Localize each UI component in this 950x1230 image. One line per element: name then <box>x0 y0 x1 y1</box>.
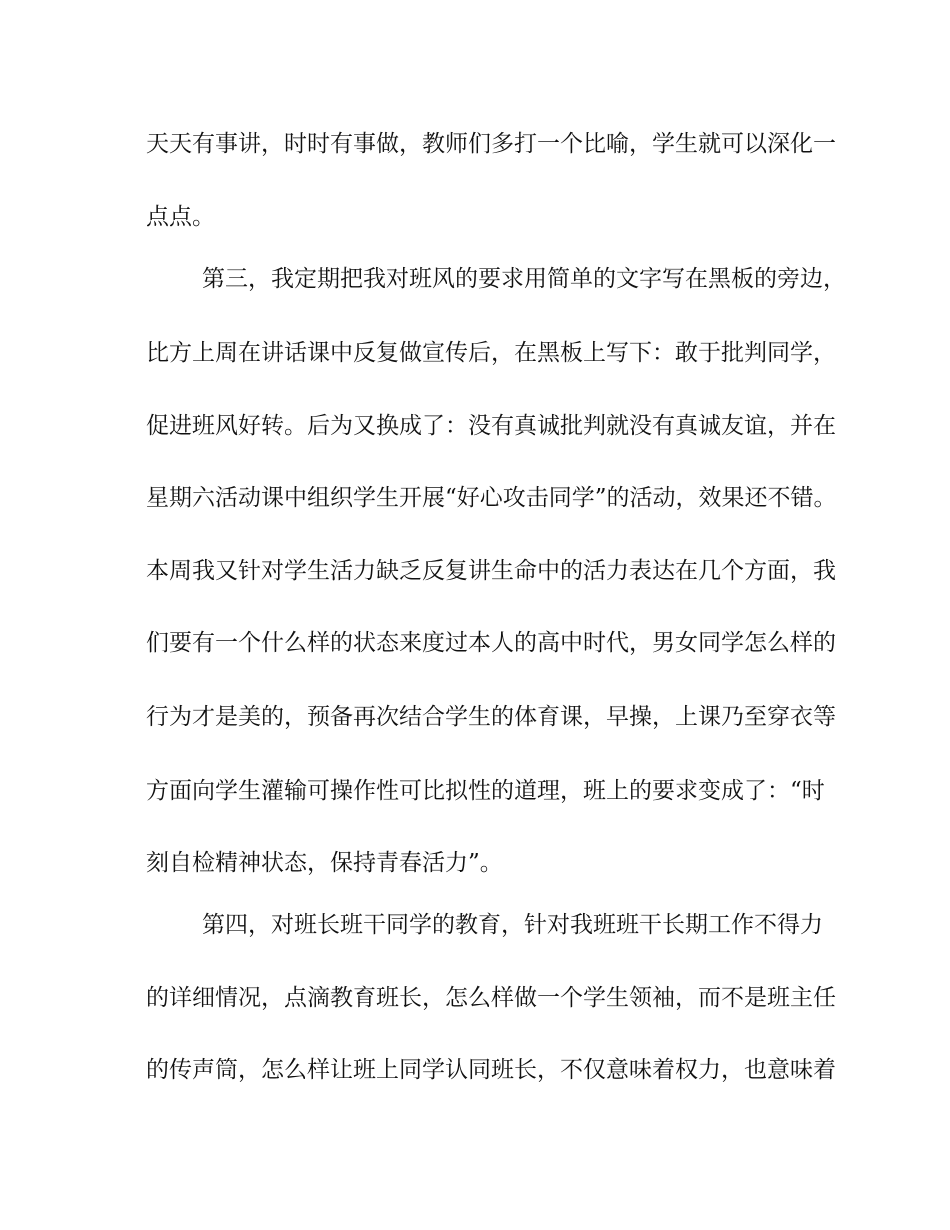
text-line-7: 本周我又针对学生活力缺乏反复讲生命中的活力表达在几个方面，我 <box>146 558 836 584</box>
text-line-10: 方面向学生灌输可操作性可比拟性的道理，班上的要求变成了：“时 <box>146 778 825 804</box>
text-line-6: 星期六活动课中组织学生开展“好心攻击同学”的活动，效果还不错。 <box>146 485 837 511</box>
text-line-14: 的传声筒，怎么样让班上同学认同班长，不仅意味着权力，也意味着 <box>146 1057 836 1083</box>
text-line-11: 刻自检精神状态，保持青春活力”。 <box>146 850 503 876</box>
text-line-8: 们要有一个什么样的状态来度过本人的高中时代，男女同学怎么样的 <box>146 630 836 656</box>
text-line-1: 天天有事讲，时时有事做，教师们多打一个比喻，学生就可以深化一 <box>146 131 836 157</box>
text-line-2: 点点。 <box>146 204 215 230</box>
paragraph-start-line-12: 第四，对班长班干同学的教育，针对我班班干长期工作不得力 <box>202 912 823 938</box>
text-line-13: 的详细情况，点滴教育班长，怎么样做一个学生领袖，而不是班主任 <box>146 985 836 1011</box>
paragraph-start-line-3: 第三，我定期把我对班风的要求用简单的文字写在黑板的旁边， <box>202 266 846 292</box>
text-line-9: 行为才是美的，预备再次结合学生的体育课，早操，上课乃至穿衣等 <box>146 704 836 730</box>
text-line-4: 比方上周在讲话课中反复做宣传后，在黑板上写下：敢于批判同学， <box>146 340 836 366</box>
text-line-5: 促进班风好转。后为又换成了：没有真诚批判就没有真诚友谊，并在 <box>146 413 836 439</box>
